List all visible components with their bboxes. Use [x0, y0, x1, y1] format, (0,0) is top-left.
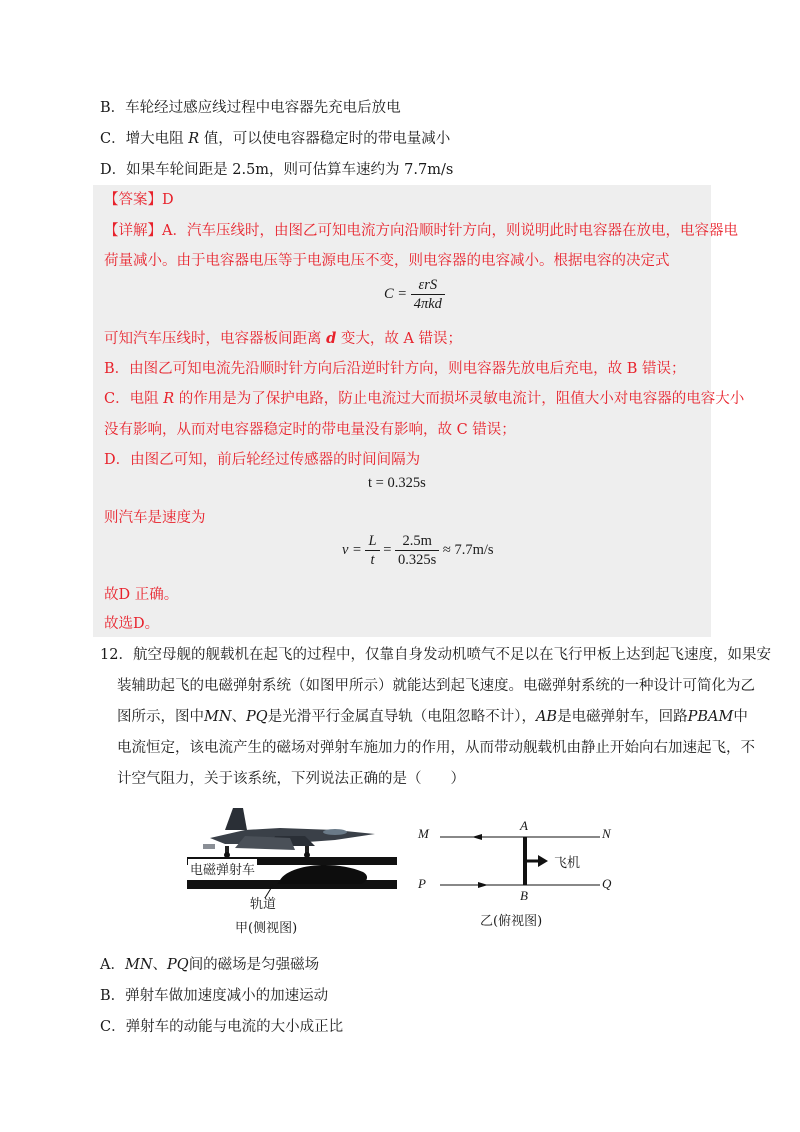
- label-b: B: [520, 888, 528, 903]
- speed-formula: [342, 532, 494, 569]
- q12-option-a-pre: A．: [100, 957, 125, 973]
- option-c-prefix: C．增大电阻: [100, 131, 184, 147]
- formula3-d2: 0.325s: [398, 552, 437, 568]
- formula1-fraction: [411, 276, 445, 313]
- label-q: Q: [602, 876, 612, 891]
- q12-l3c: 、: [231, 709, 247, 725]
- line-a-suffix: 变大，故 A 错误；: [340, 331, 463, 347]
- q12-l3i: 中: [733, 709, 748, 725]
- top-view-caption: 乙(俯视图): [480, 914, 543, 929]
- line-a-prefix: 可知汽车压线时，电容器板间距离: [104, 331, 322, 347]
- detail-line-d: D．由图乙可知，前后轮经过传感器的时间间隔为: [104, 452, 421, 468]
- catapult-car-shape: [277, 865, 367, 884]
- q12-option-a-suffix: 间的磁场是匀强磁场: [188, 957, 320, 973]
- label-a: A: [520, 818, 528, 833]
- formula3-lhs: v =: [342, 541, 362, 558]
- detail-line-1: 【详解】A．汽车压线时，由图乙可知电流方向沿顺时针方向，则说明此时电容器在放电，电容器电: [104, 223, 738, 239]
- question12-line-2: 装辅助起飞的电磁弹射系统（如图甲所示）就能达到起飞速度。电磁弹射系统的一种设计可简化为乙: [117, 678, 755, 694]
- detail-line-g: 故选D。: [104, 616, 160, 632]
- catapult-bar-ab: [523, 837, 527, 885]
- rail-label: 轨道: [250, 897, 277, 912]
- q12-l3g: 是电磁弹射车，回路: [557, 709, 688, 725]
- detail-line-2: 荷量减小。由于电容器电压等于电源电压不变，则电容器的电容减小。根据电容的决定式: [104, 253, 670, 269]
- line-c1-suffix: 的作用是为了保护电路，防止电流过大而损坏灵敏电流计，阻值大小对电容器的电容大小: [178, 391, 745, 407]
- formula1-denominator: 4πkd: [413, 296, 442, 312]
- plane-label: 飞机: [554, 856, 581, 871]
- question12-line-1: 12．航空母舰的舰载机在起飞的过程中，仅靠自身发动机喷气不足以在飞行甲板上达到起飞速度，如果安: [100, 647, 771, 663]
- q12-l3a: 图所示，图中: [117, 709, 204, 725]
- q12-option-a-mid: 、: [152, 957, 168, 973]
- label-n: N: [602, 826, 611, 841]
- label-m: M: [418, 826, 429, 841]
- q12-l3b: MN: [204, 709, 232, 725]
- side-view-figure: [185, 800, 400, 905]
- formula3-n2: 2.5m: [395, 532, 439, 551]
- plane-arrow-icon: [538, 855, 548, 867]
- formula1-numerator: εrS: [411, 276, 445, 295]
- formula3-frac1: [365, 532, 379, 569]
- detail-line-c1: [104, 389, 744, 409]
- q12-l3f: AB: [535, 709, 558, 725]
- time-formula: t = 0.325s: [368, 475, 426, 491]
- capacitance-formula: [384, 276, 445, 313]
- q12-l3d: PQ: [246, 709, 268, 725]
- detail-line-b: B．由图乙可知电流先沿顺时针方向后沿逆时针方向，则电容器先放电后充电，故 B 错误；: [104, 361, 686, 377]
- formula3-frac2: [395, 532, 439, 569]
- question12-line-4: 电流恒定，该电流产生的磁场对弹射车施加力的作用，从而带动舰载机由静止开始向右加速起飞，不: [117, 740, 755, 756]
- q12-option-c: C．弹射车的动能与电流的大小成正比: [100, 1019, 344, 1035]
- jet-image: [203, 808, 375, 858]
- option-c: [100, 129, 450, 149]
- formula3-d1: t: [370, 552, 375, 568]
- detail-line-f: 故D 正确。: [104, 587, 179, 603]
- line-c1-prefix: C．电阻: [104, 391, 159, 407]
- current-arrow-pq: [478, 882, 488, 888]
- q12-option-a: [100, 955, 319, 975]
- line-c1-var: R: [163, 391, 175, 407]
- question12-line-5: 计空气阻力，关于该系统，下列说法正确的是（ ）: [117, 771, 465, 787]
- option-d: D．如果车轮间距是 2.5m，则可估算车速约为 7.7m/s: [100, 162, 454, 178]
- catapult-car-label: 电磁弹射车: [188, 859, 257, 878]
- side-view-caption: 甲(侧视图): [235, 921, 298, 936]
- formula1-lhs: C =: [384, 285, 408, 302]
- q12-option-a-var1: MN: [124, 957, 153, 973]
- question12-line-3: [117, 707, 748, 727]
- q12-l3h: PBAM: [687, 709, 734, 725]
- q12-option-b: B．弹射车做加速度减小的加速运动: [100, 988, 329, 1004]
- q12-option-a-var2: PQ: [167, 957, 189, 973]
- line-a-var: d: [326, 330, 337, 347]
- label-p: P: [418, 876, 426, 891]
- answer-label: 【答案】D: [104, 192, 174, 208]
- option-b: B．车轮经过感应线过程中电容器先充电后放电: [100, 100, 401, 116]
- formula3-rhs: ≈ 7.7m/s: [442, 541, 494, 558]
- option-c-suffix: 值，可以使电容器稳定时的带电量减小: [203, 131, 451, 147]
- formula3-n1: L: [365, 532, 379, 551]
- q12-l3e: 是光滑平行金属直导轨（电阻忽略不计），: [267, 709, 536, 725]
- formula3-eq: =: [383, 541, 392, 558]
- detail-line-e: 则汽车是速度为: [104, 510, 206, 526]
- detail-line-a: [104, 329, 462, 349]
- option-c-var: R: [188, 131, 200, 147]
- current-arrow-mn: [472, 834, 482, 840]
- detail-line-c2: 没有影响，从而对电容器稳定时的带电量没有影响，故 C 错误；: [104, 422, 516, 438]
